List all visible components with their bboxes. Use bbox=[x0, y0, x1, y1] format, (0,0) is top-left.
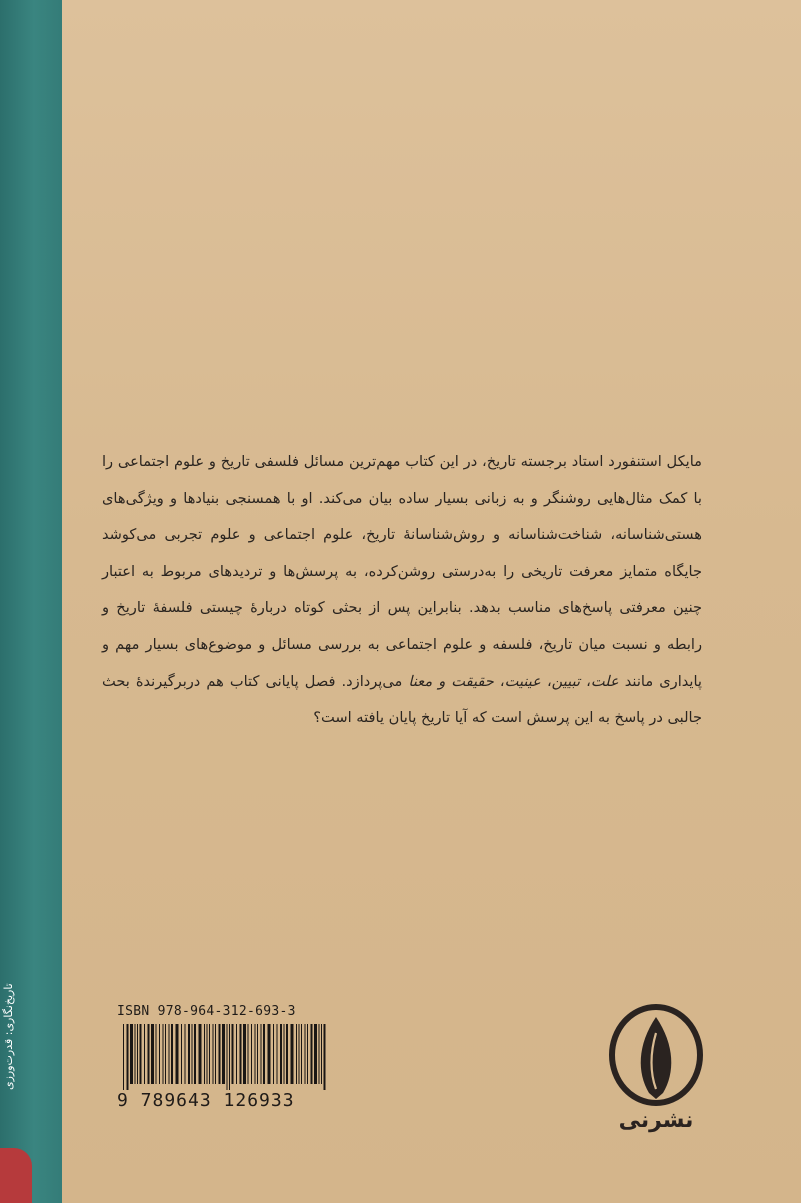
description-text-2: می‌پردازد. فصل پایانی کتاب هم دربرگیرندهٔ بحث جالبی در پاسخ به این پرسش است که آیا تاریخ پایان یافته است؟ bbox=[102, 672, 702, 727]
isbn-barcode-block bbox=[117, 1004, 333, 1112]
barcode-bar bbox=[140, 1024, 142, 1084]
barcode-bar bbox=[268, 1024, 271, 1084]
barcode-bar bbox=[229, 1024, 230, 1090]
barcode-bar bbox=[324, 1024, 326, 1090]
term-truth-and-meaning: حقیقت و معنا bbox=[408, 672, 494, 690]
barcode-bar bbox=[257, 1024, 258, 1084]
barcode-bar bbox=[194, 1024, 196, 1084]
barcode-bar bbox=[176, 1024, 179, 1084]
book-description bbox=[102, 444, 702, 737]
barcode-bar bbox=[319, 1024, 320, 1084]
barcode-bar bbox=[273, 1024, 274, 1084]
barcode-icon bbox=[121, 1024, 331, 1090]
barcode-bar bbox=[299, 1024, 300, 1084]
barcode-bar bbox=[151, 1024, 154, 1084]
term-cause: علت bbox=[590, 672, 619, 690]
barcode-bar bbox=[148, 1024, 150, 1084]
barcode-bar bbox=[156, 1024, 157, 1084]
separator: ، bbox=[493, 672, 505, 690]
barcode-bar bbox=[307, 1024, 308, 1084]
barcode-bar bbox=[192, 1024, 193, 1084]
barcode-bar bbox=[165, 1024, 166, 1084]
separator: ، bbox=[580, 672, 591, 690]
ean-number: 9 789643 126933 bbox=[117, 1090, 295, 1111]
barcode-bar bbox=[286, 1024, 288, 1084]
barcode-bar bbox=[135, 1024, 136, 1084]
term-explanation: تبیین bbox=[551, 672, 581, 690]
barcode-bar bbox=[137, 1024, 138, 1084]
barcode-bar bbox=[127, 1024, 129, 1090]
barcode-bar bbox=[243, 1024, 246, 1084]
barcode-bar bbox=[123, 1024, 124, 1090]
barcode-bar bbox=[204, 1024, 205, 1084]
barcode-bar bbox=[144, 1024, 145, 1084]
description-paragraph bbox=[102, 444, 702, 737]
barcode-bar bbox=[240, 1024, 242, 1084]
barcode-bar bbox=[222, 1024, 225, 1084]
separator: ، bbox=[540, 672, 552, 690]
barcode-bar bbox=[232, 1024, 234, 1084]
barcode-bar bbox=[163, 1024, 164, 1084]
barcode-bar bbox=[181, 1024, 182, 1084]
barcode-bar bbox=[236, 1024, 237, 1084]
barcode-bar bbox=[255, 1024, 256, 1084]
barcode-bar bbox=[188, 1024, 190, 1084]
barcode-bar bbox=[248, 1024, 249, 1084]
barcode-bar bbox=[169, 1024, 170, 1084]
barcode-bar bbox=[227, 1024, 228, 1090]
barcode-bar bbox=[291, 1024, 294, 1084]
barcode-bar bbox=[305, 1024, 306, 1084]
barcode-bar bbox=[301, 1024, 302, 1084]
barcode-bar bbox=[263, 1024, 265, 1084]
barcode-bar bbox=[314, 1024, 317, 1084]
barcode-bar bbox=[207, 1024, 208, 1084]
barcode-bar bbox=[251, 1024, 252, 1084]
spine-title: تاریخ‌نگاری: قدرت‌ورزی bbox=[2, 983, 15, 1090]
barcode-bar bbox=[209, 1024, 210, 1084]
barcode-bar bbox=[296, 1024, 297, 1084]
description-text-1: مایکل استنفورد استاد برجسته تاریخ، در این کتاب مهم‌ترین مسائل فلسفی تاریخ و علوم اجتماعی را با کمک مثال‌هایی روشنگر و به زبانی بسیار ساده بیان می‌کند. او با همسنجی بنیادها و ویژگی‌های هستی‌شناسانه، شناخت‌شناسانه و روش‌شناسانهٔ تاریخ، علوم اجتماعی و علوم تجربی می‌کوشد جایگاه متمایز معرفت تاریخی را به‌درستی روشن‌کرده، به پرسش‌ها و تردیدهای مربوط به اعتبار چنین معرفتی پاسخ‌های مناسب بدهد. بنابراین پس از بحثی کوتاه دربارهٔ چیستی فلسفهٔ تاریخ و رابطه و نسبت میان تاریخ، فلسفه و علوم اجتماعی به بررسی مسائل و موضوع‌های بسیار مهم و پایداری مانند bbox=[102, 453, 702, 690]
barcode-bar bbox=[277, 1024, 278, 1084]
barcode-bar bbox=[130, 1024, 133, 1084]
barcode-bar bbox=[185, 1024, 186, 1084]
barcode-bar bbox=[280, 1024, 282, 1084]
barcode-bar bbox=[284, 1024, 285, 1084]
barcode-bar bbox=[199, 1024, 202, 1084]
barcode-bar bbox=[261, 1024, 262, 1084]
barcode-bar bbox=[213, 1024, 214, 1084]
barcode-bar bbox=[311, 1024, 313, 1084]
barcode-bar bbox=[215, 1024, 216, 1084]
barcode-bar bbox=[159, 1024, 160, 1084]
barcode-bar bbox=[171, 1024, 173, 1084]
publisher-name: نشرنی bbox=[618, 1108, 694, 1133]
pen-nib-circle-icon bbox=[607, 1003, 705, 1107]
isbn-label: ISBN 978-964-312-693-3 bbox=[117, 1004, 296, 1019]
spine-red-accent bbox=[0, 1148, 32, 1203]
term-objectivity: عینیت bbox=[504, 672, 541, 690]
barcode-bar bbox=[219, 1024, 221, 1084]
barcode-bar bbox=[321, 1024, 322, 1084]
